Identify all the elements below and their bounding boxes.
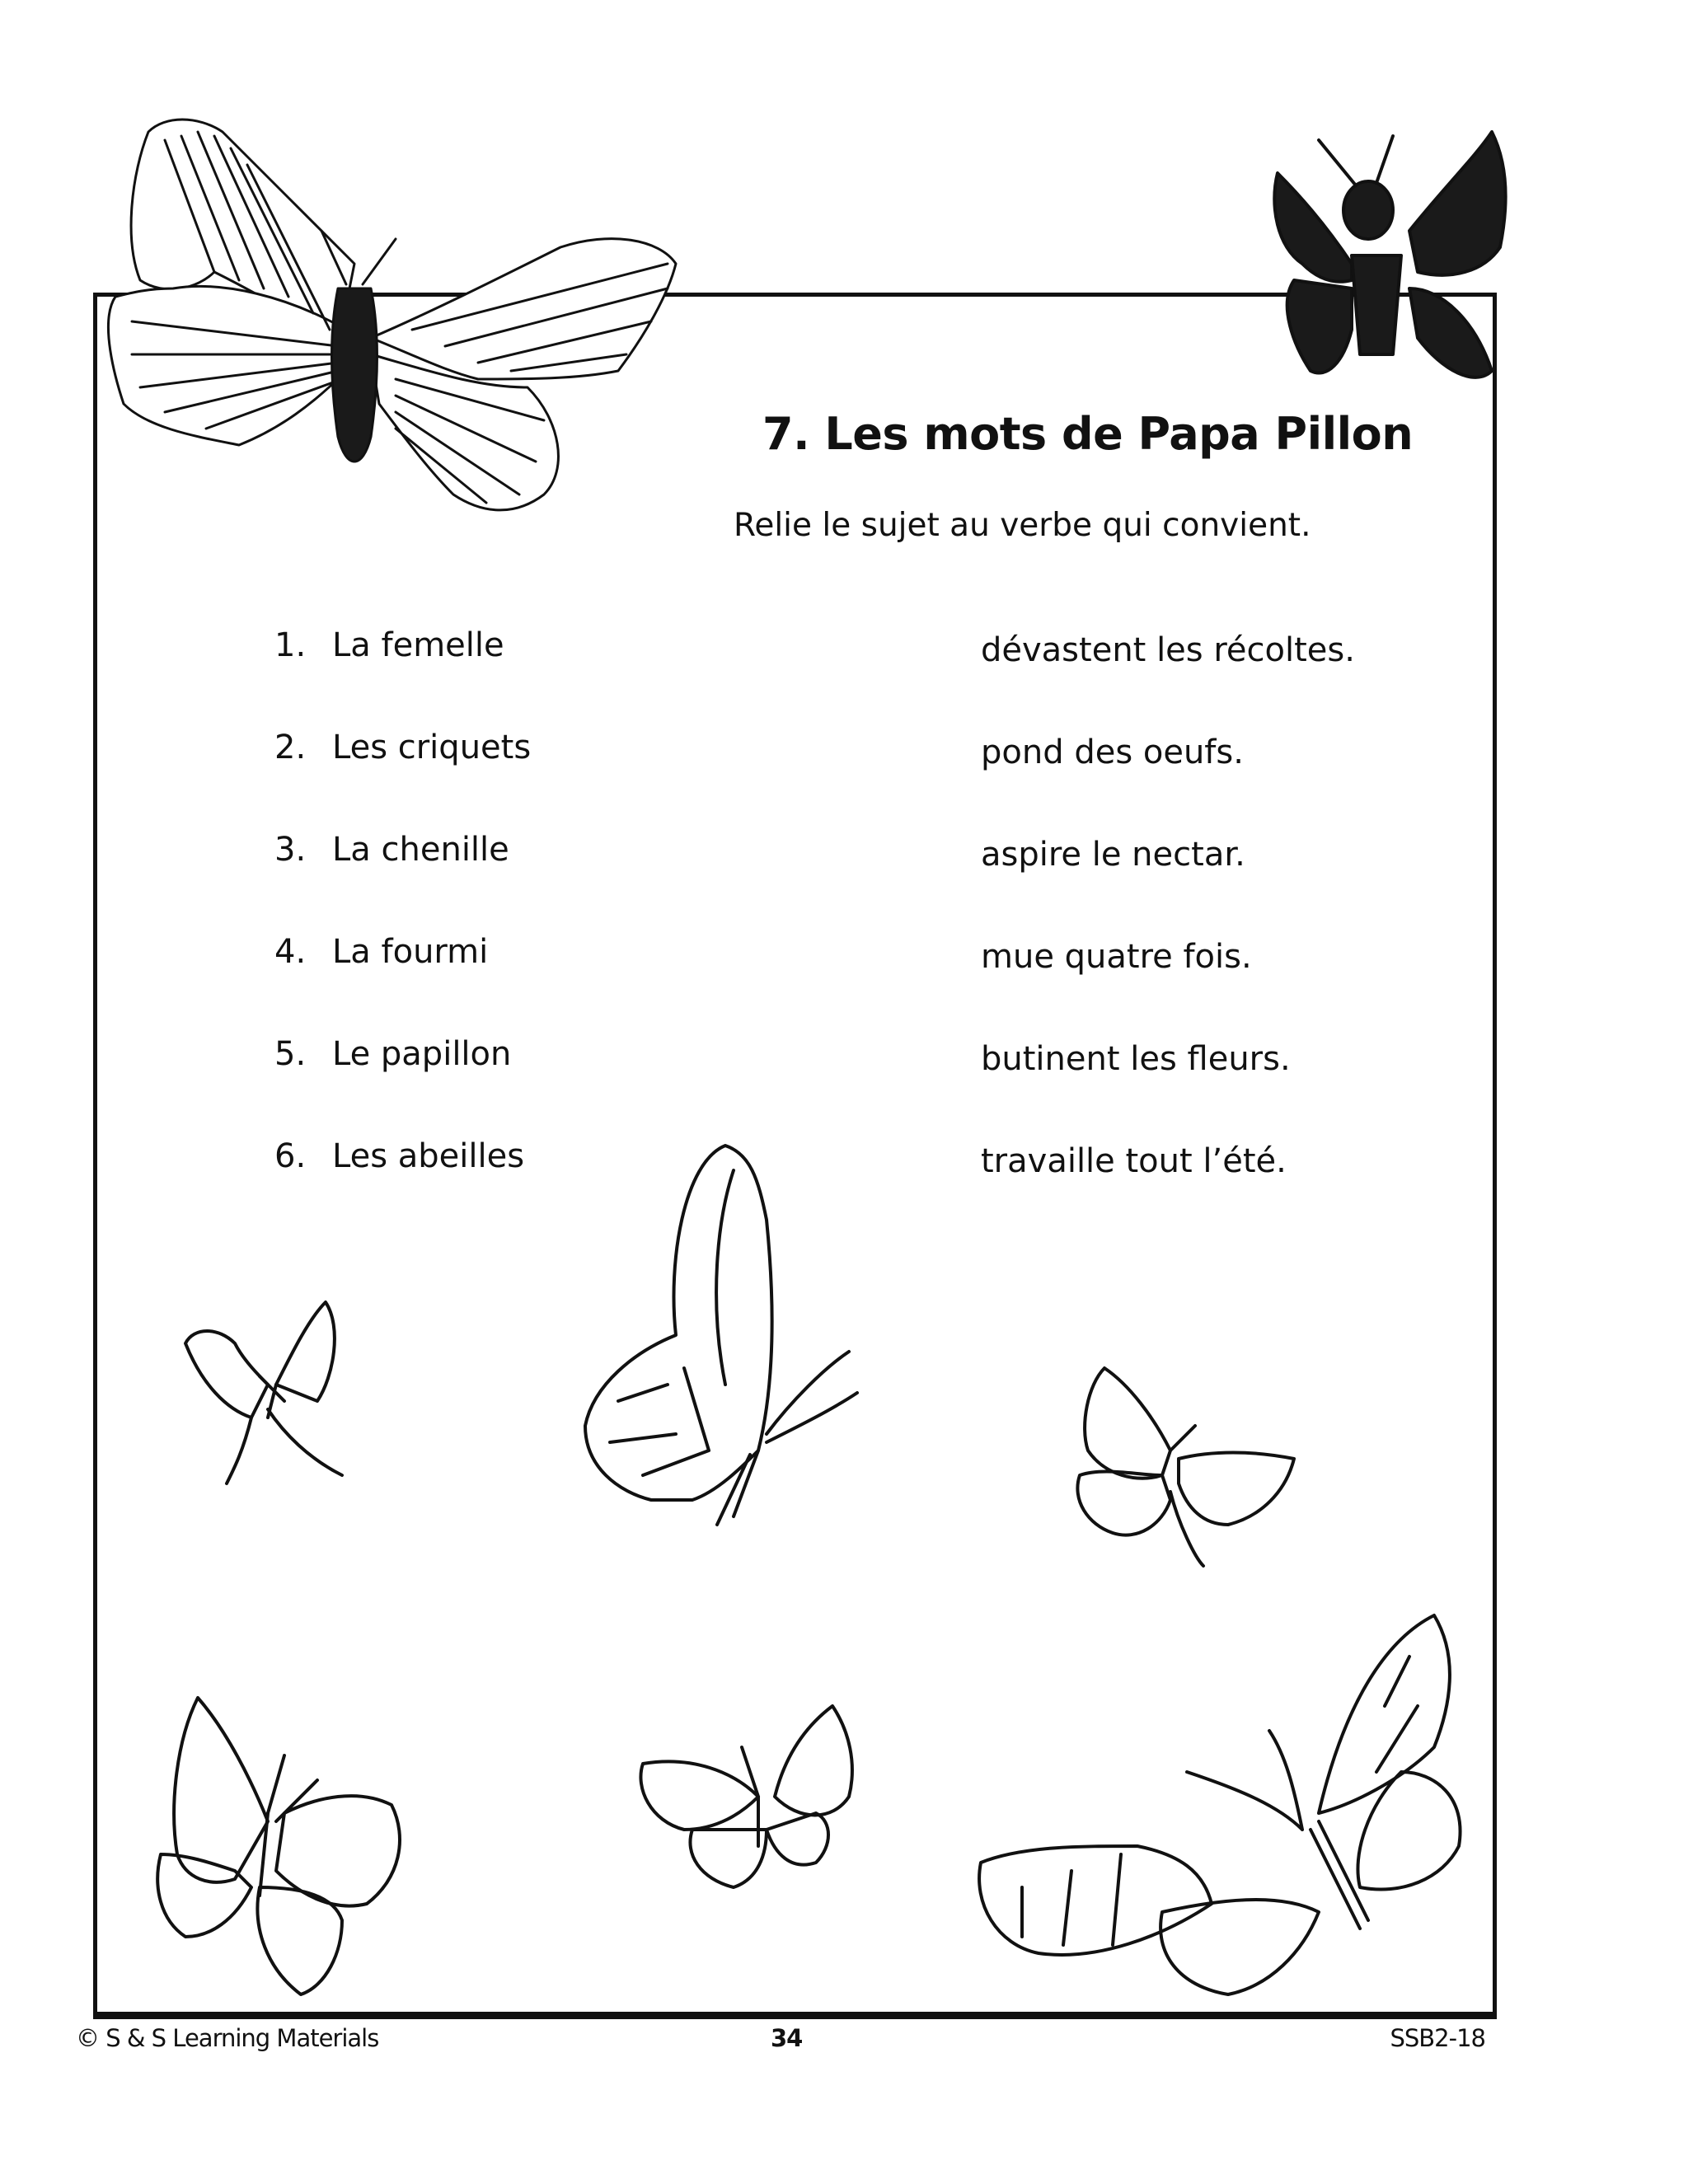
- predicate-item[interactable]: travaille tout l’été.: [981, 1142, 1287, 1180]
- subject-item[interactable]: [274, 831, 509, 869]
- subject-number: 2.: [274, 729, 307, 766]
- subject-item[interactable]: [274, 933, 488, 971]
- subject-text: Les abeilles: [332, 1137, 525, 1175]
- swallowtail-butterfly-illustration: [177, 1294, 367, 1492]
- subject-item[interactable]: [274, 729, 531, 766]
- predicate-item[interactable]: pond des oeufs.: [981, 733, 1244, 771]
- subject-text: La femelle: [332, 626, 504, 664]
- subject-text: La chenille: [332, 831, 509, 869]
- instruction-text: Relie le sujet au verbe qui convient.: [734, 507, 1311, 544]
- side-view-butterfly-illustration: [569, 1137, 898, 1533]
- predicate-item[interactable]: mue quatre fois.: [981, 938, 1252, 976]
- subject-number: 3.: [274, 831, 307, 869]
- page-title: 7. Les mots de Papa Pillon: [762, 408, 1414, 460]
- subject-number: 6.: [274, 1137, 307, 1175]
- subject-number: 5.: [274, 1035, 307, 1073]
- subject-item[interactable]: [274, 1137, 524, 1175]
- large-butterfly-illustration: [973, 1607, 1500, 2003]
- copyright-text: © S & S Learning Materials: [76, 2024, 379, 2052]
- subject-number: 1.: [274, 626, 307, 664]
- subject-text: Les criquets: [332, 729, 532, 766]
- patterned-butterfly-illustration: [152, 1690, 466, 2003]
- page-number: 34: [771, 2024, 803, 2052]
- butterfly-illustration: [635, 1698, 865, 1896]
- predicate-item[interactable]: aspire le nectar.: [981, 836, 1245, 874]
- butterfly-woman-illustration: [1261, 124, 1508, 396]
- moth-illustration: [99, 107, 692, 552]
- small-butterfly-illustration: [1071, 1360, 1302, 1566]
- subject-text: La fourmi: [332, 933, 489, 971]
- predicate-item[interactable]: dévastent les récoltes.: [981, 631, 1355, 669]
- subject-item[interactable]: [274, 626, 504, 664]
- subject-text: Le papillon: [332, 1035, 512, 1073]
- predicate-item[interactable]: butinent les fleurs.: [981, 1040, 1291, 1078]
- subject-item[interactable]: [274, 1035, 511, 1073]
- subject-number: 4.: [274, 933, 307, 971]
- document-code: SSB2-18: [1390, 2024, 1485, 2052]
